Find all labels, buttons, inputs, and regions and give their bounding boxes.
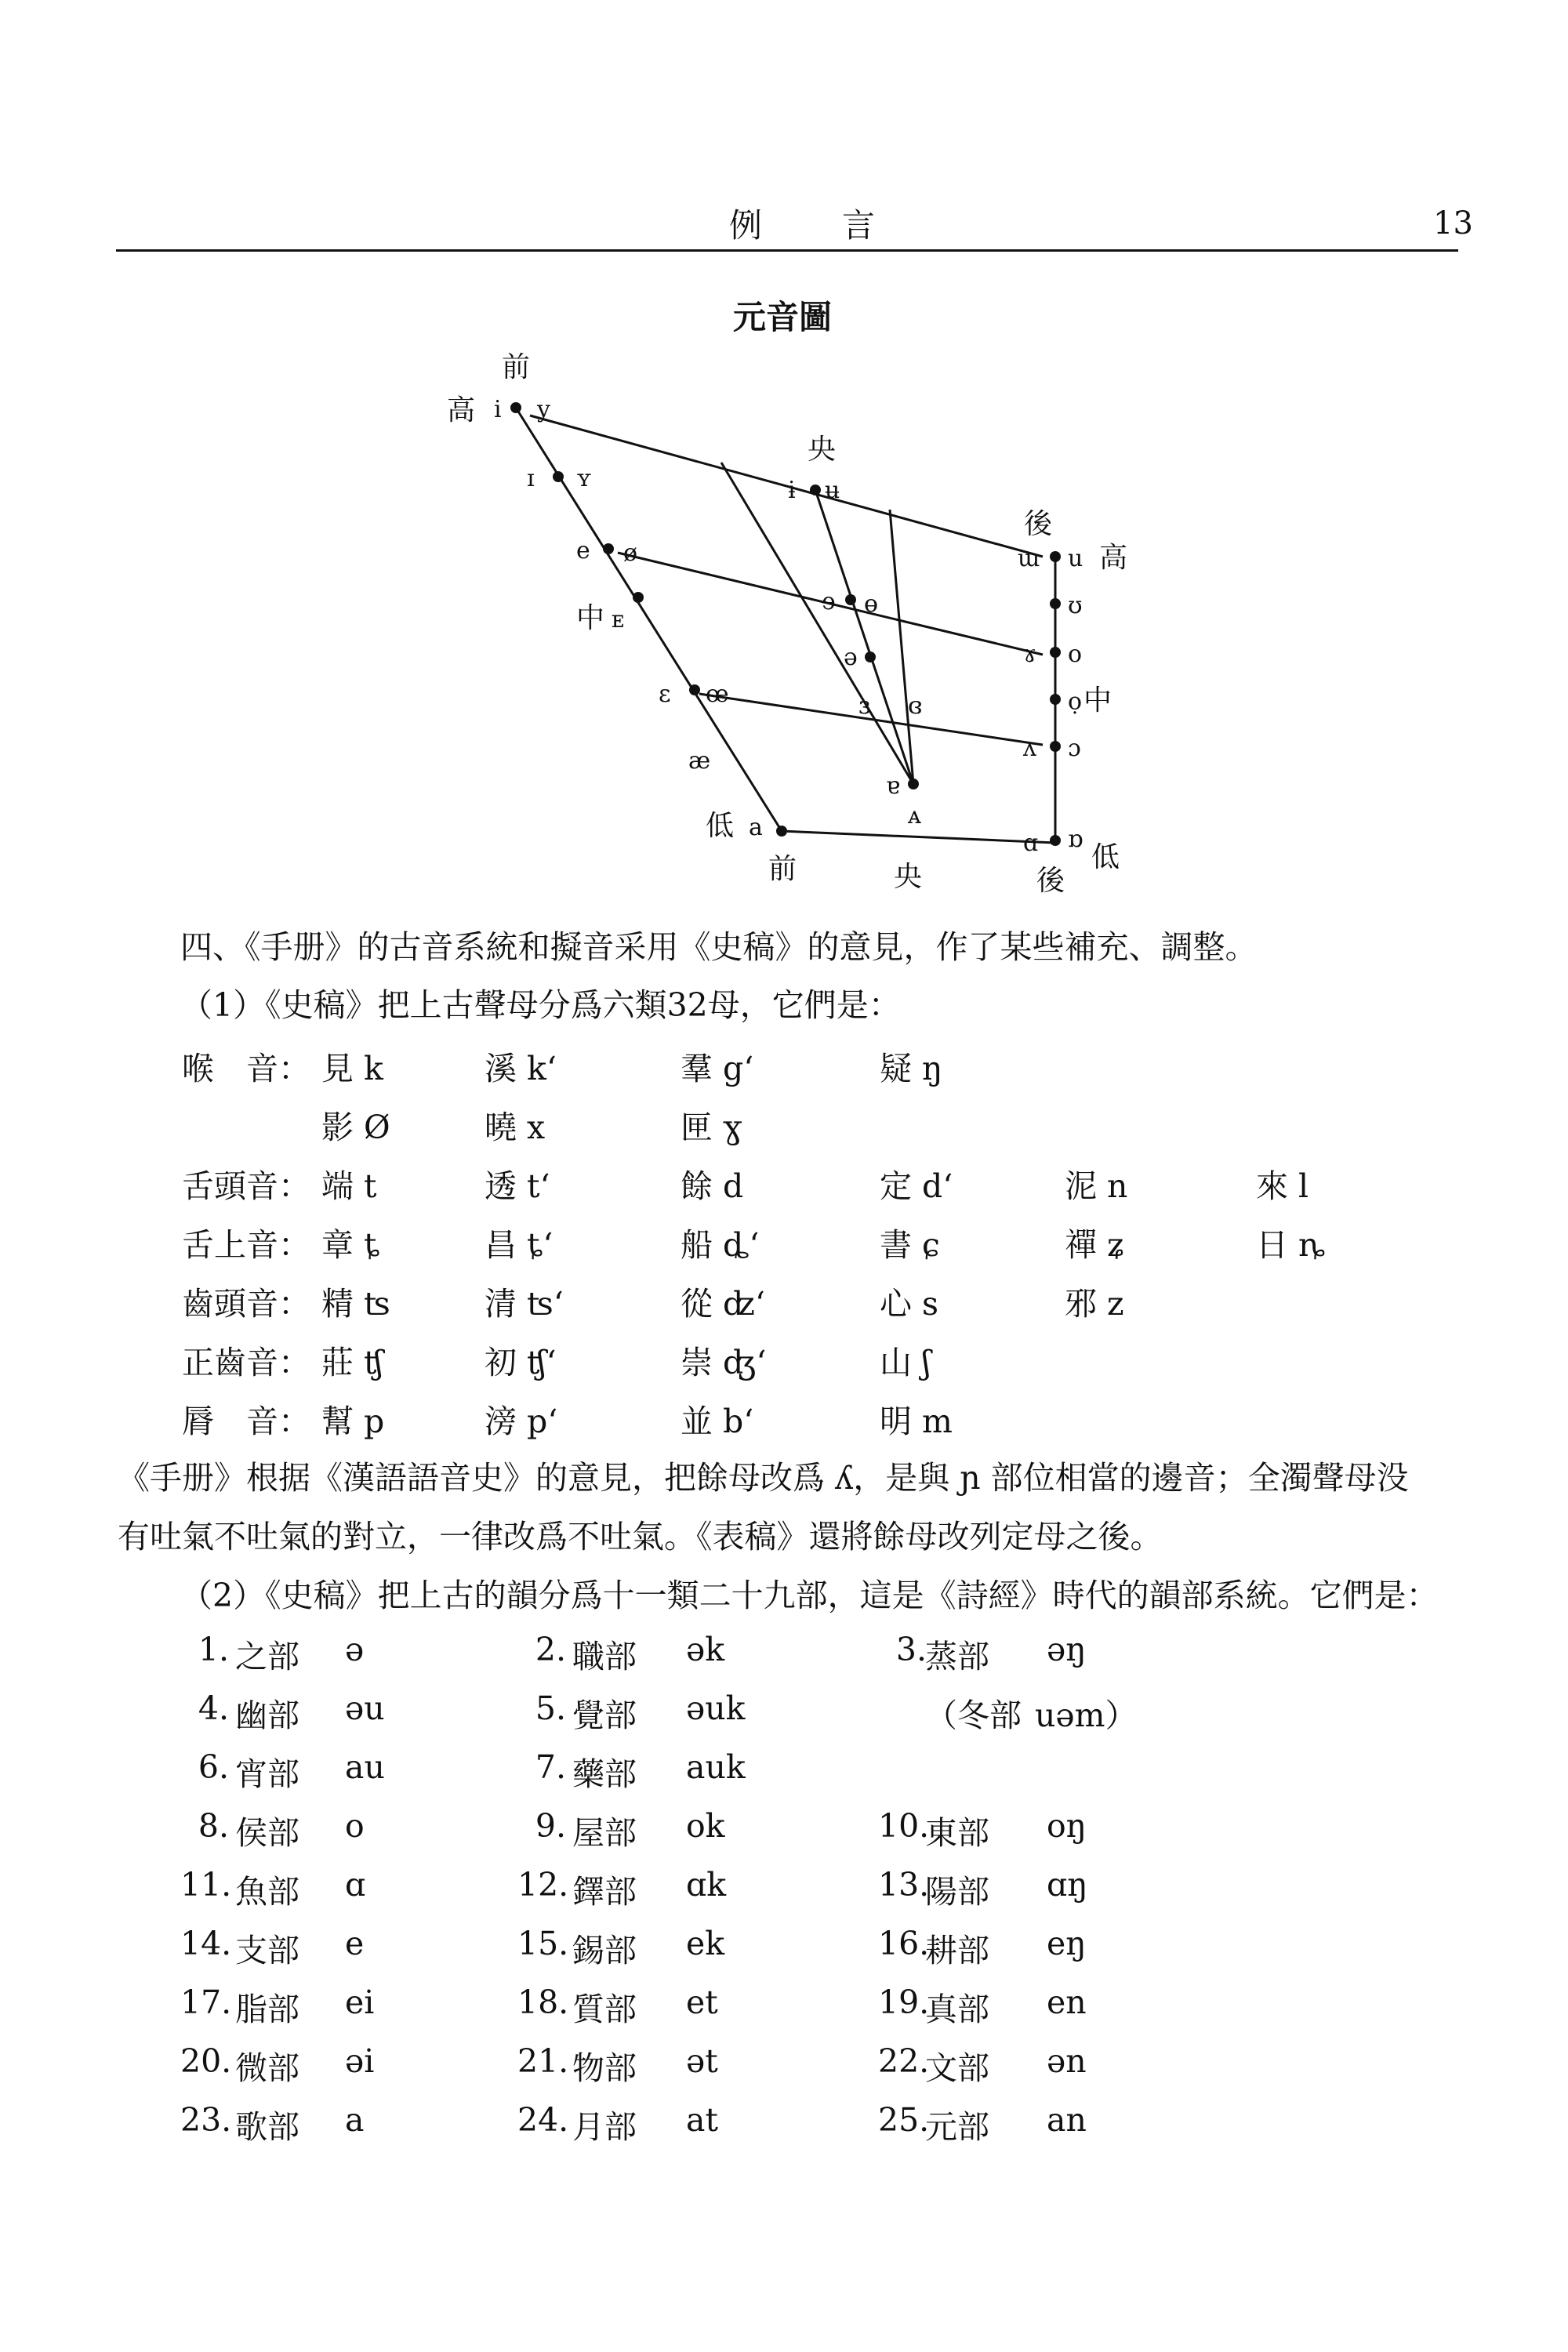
rhyme-name: 蒸部 [925,1638,989,1675]
intro-paragraph-2: （1）《史稿》把上古聲母分爲六類32母，它們是： [180,986,901,1024]
rhyme-number: 16. [878,1925,930,1962]
initial-cell: 從 ʣ‘ [681,1285,765,1323]
vowel-closed-reversed-epsilon: ɞ [908,692,923,720]
initial-cell: 書 ɕ [880,1226,940,1264]
rhyme-name: 質部 [572,1991,637,2028]
rhyme-number: 21. [517,2042,569,2080]
label-low-right: 低 [1091,841,1120,873]
vowel-chart [423,345,1207,909]
rhyme-number: 14. [180,1925,232,1962]
initial-cell: 禪 ʑ [1065,1226,1125,1264]
rhyme-number: 23. [180,2101,232,2139]
initial-cell: 端 t [321,1167,377,1205]
label-back-top: 後 [1024,508,1053,540]
vowel-a: a [749,814,763,841]
initial-cell: 幫 p [321,1403,385,1440]
rhyme-value: an [1047,2101,1087,2139]
initials-row-label: 脣 音： [182,1403,310,1440]
initial-cell: 定 d‘ [880,1167,953,1205]
vowel-turned-m: ɯ [1018,545,1040,572]
vowel-upsilon: ʊ [1068,592,1083,619]
initial-cell: 羣 g‘ [681,1050,754,1087]
rhyme-name: 職部 [572,1638,637,1675]
rhyme-value: au [345,1748,385,1786]
initials-row-label: 正齒音： [182,1344,310,1381]
rhyme-number: 13. [878,1866,930,1904]
front-edge-line [516,408,782,831]
label-high-left: 高 [447,394,476,426]
diagram-title: 元音圖 [733,298,833,336]
central-line-3 [890,510,913,784]
initial-cell: 邪 z [1065,1285,1124,1323]
rhyme-number: 20. [180,2042,232,2080]
label-central-bottom: 央 [894,861,923,893]
rhyme-number: 4. [198,1690,229,1727]
vowel-barred-o: ɵ [864,590,879,618]
initial-cell: 見 k [321,1050,383,1087]
rhyme-name: 東部 [925,1814,989,1852]
label-front-top: 前 [502,351,531,383]
initial-cell: 滂 p‘ [485,1403,558,1440]
rhyme-name: 陽部 [925,1873,989,1911]
rhyme-value: əu [345,1690,385,1727]
initial-cell: 昌 ȶ‘ [485,1226,554,1264]
rhyme-number: 24. [517,2101,569,2139]
initial-cell: 並 b‘ [681,1403,754,1440]
vowel-turned-script-a: ɒ [1068,826,1083,853]
rhyme-number: 17. [180,1984,232,2021]
rhyme-name: 元部 [925,2108,989,2146]
initial-cell: 船 ȡ‘ [681,1226,760,1264]
vowel-schwa: ə [844,644,858,671]
label-central-top: 央 [808,434,837,466]
vowel-o-slash: ø [623,539,638,567]
rhyme-number: 22. [878,2042,930,2080]
rhyme-number: 11. [180,1866,232,1904]
label-mid-left: 中 [576,602,605,634]
rhyme-value: ɑ [345,1866,366,1904]
rhyme-value: e [345,1925,365,1962]
rhyme-value: ət [686,2042,718,2080]
vowel-rams-horn: ɤ [1023,641,1036,668]
rhyme-value: ɑk [686,1866,727,1904]
label-low-left: 低 [706,810,735,842]
initials-row-label: 舌上音： [182,1226,310,1264]
vowel-barred-i: ɨ [788,477,796,504]
initial-cell: 影 Ø [321,1109,390,1146]
initial-cell: 莊 ʧ [321,1344,383,1381]
page-number: 13 [1433,205,1473,241]
rhyme-number: 5. [535,1690,566,1727]
rhyme-name: 屋部 [572,1814,637,1852]
rhyme-value: ek [686,1925,725,1962]
rhyme-name: 侯部 [235,1814,299,1852]
rhyme-number: 10. [878,1807,930,1845]
lower-mid-line [699,694,1043,745]
rhyme-name: 文部 [925,2049,989,2087]
rhyme-value: əuk [686,1690,746,1727]
vowel-barred-u: ʉ [825,477,840,504]
vowel-reversed-e: ɘ [822,588,836,615]
rhyme-value: uəm） [1035,1697,1138,1734]
initial-cell: 初 ʧ‘ [485,1344,557,1381]
rhyme-name: 歌部 [235,2108,299,2146]
initials-row-label: 舌頭音： [182,1167,310,1205]
rhyme-name: 魚部 [235,1873,299,1911]
low-edge-line [782,831,1055,843]
vowel-open-o: ɔ [1068,735,1081,762]
rhyme-name: 微部 [235,2049,299,2087]
vowel-small-cap-i: ɪ [527,465,535,492]
rhyme-number: 6. [198,1748,229,1786]
rhyme-value: əi [345,2042,375,2080]
vowel-turned-a: ɐ [886,772,900,800]
rhyme-value: o [345,1807,365,1845]
rhyme-value: a [345,2101,365,2139]
vowel-small-cap-y: ʏ [576,465,592,492]
rhyme-number: 15. [517,1925,569,1962]
initial-cell: 心 s [880,1285,939,1323]
rhyme-number: 18. [517,1984,569,2021]
rhyme-value: en [1047,1984,1087,2021]
rhyme-value: ɑŋ [1047,1866,1088,1904]
rhyme-number: 7. [535,1748,566,1786]
initial-cell: 明 m [880,1403,953,1440]
rhyme-name: 月部 [572,2108,637,2146]
vowel-open-e: ɛ [659,681,671,708]
rhyme-name: 支部 [235,1932,299,1969]
label-mid-right: 中 [1083,684,1112,717]
initial-cell: 來 l [1256,1167,1309,1205]
note-line-2: 有吐氣不吐氣的對立，一律改爲不吐氣。《表稿》還將餘母改列定母之後。 [118,1518,1163,1555]
initial-cell: 匣 ɣ [681,1109,742,1146]
vowel-oe: œ [706,681,729,708]
rhyme-value: ok [686,1807,725,1845]
running-header: 例 言 [729,206,899,245]
rhyme-value: ək [686,1631,725,1668]
vowel-turned-v: ʌ [1023,735,1036,762]
initial-cell: 崇 ʤ‘ [681,1344,767,1381]
initial-cell: 精 ʦ [321,1285,390,1323]
initial-cell: 透 t‘ [485,1167,550,1205]
rhyme-name: 宵部 [235,1755,299,1793]
initial-cell: 清 ʦ‘ [485,1285,564,1323]
label-high-right: 高 [1099,542,1128,574]
vowel-o-dot: ọ [1068,688,1083,716]
high-line [530,416,1043,557]
central-line-1 [721,463,913,784]
rhyme-name: 幽部 [235,1697,299,1734]
initial-cell: 章 ȶ [321,1226,380,1264]
rhyme-value: oŋ [1047,1807,1087,1845]
rhyme-number: 9. [535,1807,566,1845]
rhyme-number: 25. [878,2101,930,2139]
vowel-small-cap-a: ᴀ [908,802,921,829]
initial-cell: 日 ȵ [1256,1226,1326,1264]
vowel-y: y [537,396,550,423]
vowel-u: u [1068,545,1083,572]
initials-row-label: 齒頭音： [182,1285,310,1323]
intro-paragraph-1: 四、《手册》的古音系統和擬音采用《史稿》的意見，作了某些補充、調整。 [180,928,1258,966]
rhyme-number: 8. [198,1807,229,1845]
rhyme-value: əŋ [1047,1631,1087,1668]
vowel-small-cap-e: ᴇ [612,606,625,633]
vowel-i: i [494,396,502,423]
initial-cell: 餘 d [681,1167,744,1205]
rhyme-value: eŋ [1047,1925,1087,1962]
rhyme-number: 19. [878,1984,930,2021]
initial-cell: 曉 x [485,1109,546,1146]
vowel-e: e [576,537,590,564]
rhyme-number: 12. [517,1866,569,1904]
vowel-ae: æ [688,747,711,775]
rhyme-name: 真部 [925,1991,989,2028]
rhyme-number: 1. [198,1631,229,1668]
rhyme-name: 物部 [572,2049,637,2087]
rhyme-value: ə [345,1631,365,1668]
central-line-2 [815,490,913,784]
label-back-bottom: 後 [1036,865,1065,897]
vowel-script-a: ɑ [1023,829,1039,857]
rhyme-name: 藥部 [572,1755,637,1793]
rhyme-value: et [686,1984,718,2021]
initials-row-label: 喉 音： [182,1050,310,1087]
initial-cell: 疑 ŋ [880,1050,943,1087]
rhyme-name: 覺部 [572,1697,637,1734]
vowel-reversed-epsilon: ɜ [858,692,871,720]
initial-cell: 溪 k‘ [485,1050,557,1087]
label-front-bottom: 前 [768,853,797,885]
rhyme-name: 錫部 [572,1932,637,1969]
rhyme-name: 耕部 [925,1932,989,1969]
rhyme-value: ən [1047,2042,1087,2080]
rhyme-name: 脂部 [235,1991,299,2028]
rhyme-value: ei [345,1984,375,2021]
rhyme-name: 之部 [235,1638,299,1675]
header-rule [116,249,1458,252]
initial-cell: 泥 n [1065,1167,1128,1205]
rhyme-number: 3. [895,1631,927,1668]
initial-cell: 山 ʃ [880,1344,931,1381]
rhyme-name: （冬部 [925,1697,1022,1734]
vowel-o: o [1068,641,1083,668]
rhyme-name: 鐸部 [572,1873,637,1911]
rhyme-value: at [686,2101,718,2139]
rhyme-value: auk [686,1748,746,1786]
note-line-1: 《手册》根据《漢語語音史》的意見，把餘母改爲 ʎ，是與 ɲ 部位相當的邊音；全濁聲母没 [118,1459,1409,1497]
rhyme-number: 2. [535,1631,566,1668]
rhymes-intro: （2）《史稿》把上古的韻分爲十一類二十九部，這是《詩經》時代的韻部系統。它們是： [180,1577,1439,1614]
